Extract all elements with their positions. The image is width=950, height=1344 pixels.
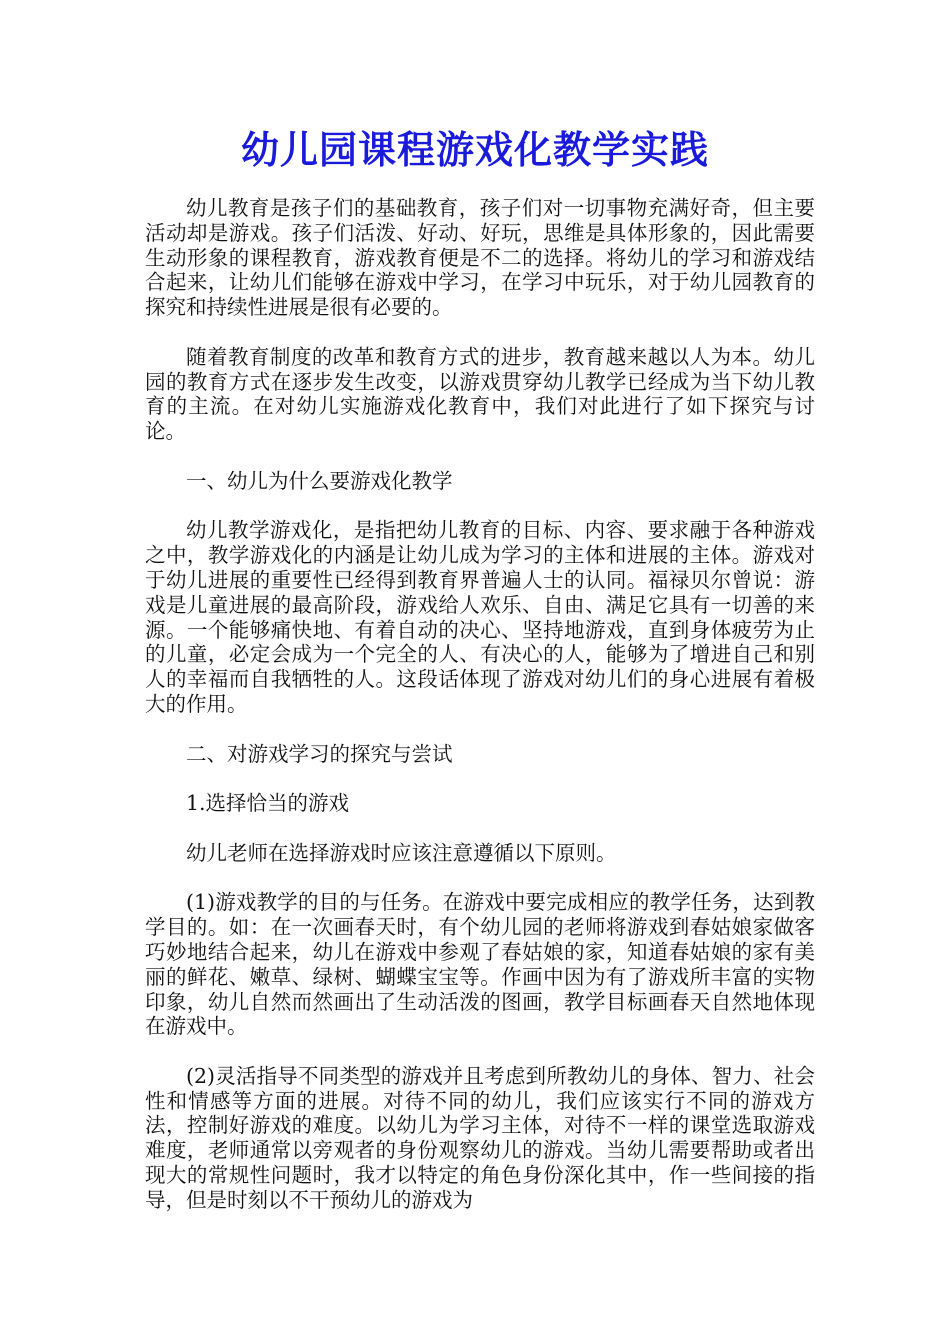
section-heading-1: 一、幼儿为什么要游戏化教学 (186, 468, 453, 493)
paragraph-background: 随着教育制度的改革和教育方式的进步，教育越来越以人为本。幼儿园的教育方式在逐步发生改变，以游戏贯穿幼儿教学已经成为当下幼儿教育的主流。在对幼儿实施游戏化教育中，我们对此进行了如下探究与讨论。 (145, 344, 815, 444)
section-heading-2: 二、对游戏学习的探究与尝试 (186, 741, 453, 766)
paragraph-principle-2: (2)灵活指导不同类型的游戏并且考虑到所教幼儿的身体、智力、社会性和情感等方面的进展。对待不同的幼儿，我们应该实行不同的游戏方法，控制好游戏的难度。以幼儿为学习主体，对待不一样的课堂选取游戏难度，老师通常以旁观者的身份观察幼儿的游戏。当幼儿需要帮助或者出现大的常规性问题时，我才以特定的角色身份深化其中，作一些间接的指导，但是时刻以不干预幼儿的游戏为 (145, 1063, 815, 1212)
paragraph-intro: 幼儿教育是孩子们的基础教育，孩子们对一切事物充满好奇，但主要活动却是游戏。孩子们活泼、好动、好玩，思维是具体形象的，因此需要生动形象的课程教育，游戏教育便是不二的选择。将幼儿的学习和游戏结合起来，让幼儿们能够在游戏中学习，在学习中玩乐，对于幼儿园教育的探究和持续性进展是很有必要的。 (145, 196, 815, 320)
article-body (145, 196, 815, 1213)
paragraph-section-1: 幼儿教学游戏化，是指把幼儿教育的目标、内容、要求融于各种游戏之中，教学游戏化的内涵是让幼儿成为学习的主体和进展的主体。游戏对于幼儿进展的重要性已经得到教育界普遍人士的认同。福禄贝尔曾说：游戏是儿童进展的最高阶段，游戏给人欢乐、自由、满足它具有一切善的来源。一个能够痛快地、有着自动的决心、坚持地游戏，直到身体疲劳为止的儿童，必定会成为一个完全的人、有决心的人，能够为了增进自己和别人的幸福而自我牺牲的人。这段话体现了游戏对幼儿们的身心进展有着极大的作用。 (145, 518, 815, 716)
paragraph-principle-1: (1)游戏教学的目的与任务。在游戏中要完成相应的教学任务，达到教学目的。如：在一次画春天时，有个幼儿园的老师将游戏到春姑娘家做客巧妙地结合起来，幼儿在游戏中参观了春姑娘的家，知道春姑娘的家有美丽的鲜花、嫩草、绿树、蝴蝶宝宝等。作画中因为有了游戏所丰富的实物印象，幼儿自然而然画出了生动活泼的图画，教学目标画春天自然地体现在游戏中。 (145, 890, 815, 1039)
paragraph-principles-intro: 幼儿老师在选择游戏时应该注意遵循以下原则。 (186, 840, 617, 865)
subsection-heading-1: 1.选择恰当的游戏 (186, 791, 350, 816)
page-title: 幼儿园课程游戏化教学实践 (240, 127, 709, 172)
